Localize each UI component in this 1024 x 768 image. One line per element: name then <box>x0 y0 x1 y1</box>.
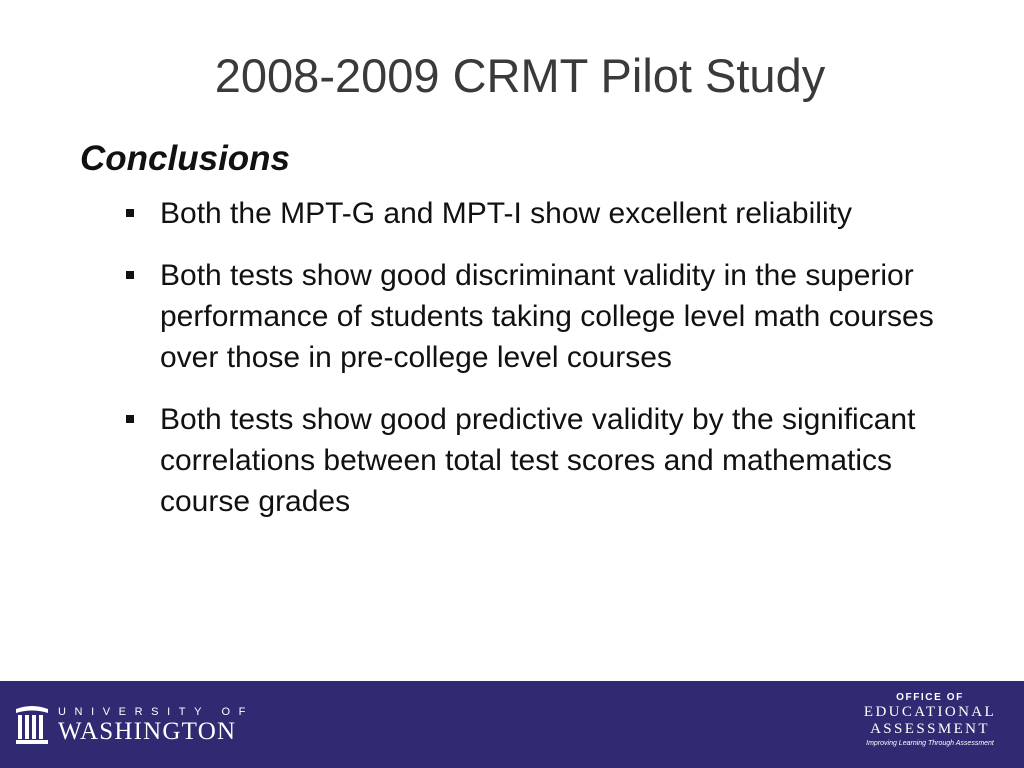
bullet-text: Both the MPT-G and MPT-I show excellent reliability <box>160 197 852 230</box>
bullet-item <box>124 399 984 522</box>
square-bullet-icon <box>126 209 134 217</box>
square-bullet-icon <box>126 271 134 279</box>
uw-column-emblem-icon <box>14 705 50 745</box>
uw-wordmark <box>58 705 254 745</box>
bullet-item <box>124 193 984 234</box>
oea-tagline: Improving Learning Through Assessment <box>866 740 994 747</box>
slide-title: 2008-2009 CRMT Pilot Study <box>214 49 826 102</box>
bullet-text: Both tests show good predictive validity by the significant correlations between total test scores and mathematics course grades <box>160 403 916 518</box>
bullet-list <box>124 193 984 543</box>
square-bullet-icon <box>126 415 134 423</box>
oea-line3: ASSESSMENT <box>870 721 990 737</box>
oea-line2: EDUCATIONAL <box>863 704 997 720</box>
uw-line1: UNIVERSITY OF <box>58 706 254 718</box>
uw-logo <box>14 703 254 747</box>
bullet-text: Both tests show good discriminant validity in the superior performance of students taking college level math courses over those in pre-college level courses <box>160 259 934 374</box>
bullet-item <box>124 255 984 378</box>
slide-subtitle: Conclusions <box>80 139 291 178</box>
footer-bar <box>0 681 1024 768</box>
uw-line2: WASHINGTON <box>58 718 237 745</box>
oea-line1: OFFICE OF <box>896 692 964 703</box>
oea-logo <box>850 691 1010 749</box>
